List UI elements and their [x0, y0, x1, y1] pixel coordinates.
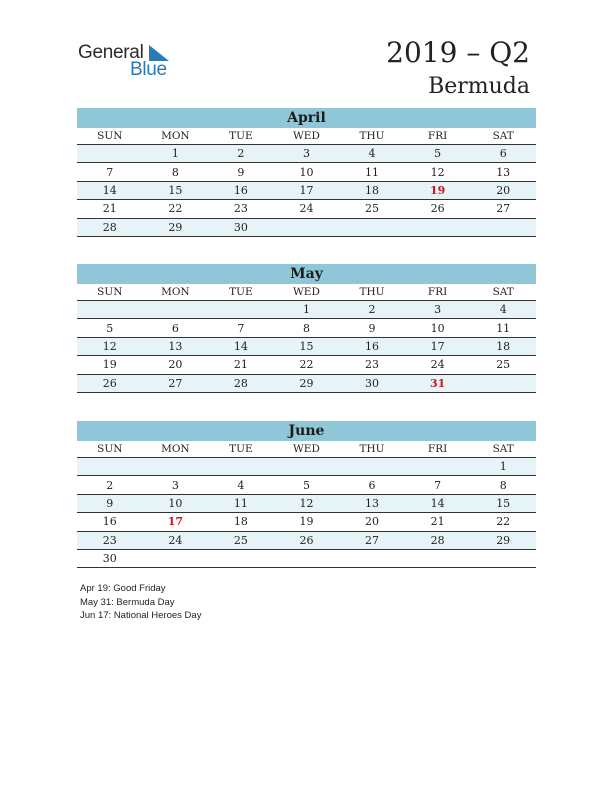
day-cell: 11 [339, 163, 405, 181]
week-row [77, 513, 536, 531]
day-cell [143, 458, 209, 476]
month-block-june [77, 421, 536, 568]
day-cell: 16 [208, 181, 274, 199]
day-cell: 26 [274, 531, 340, 549]
day-cell: 22 [274, 356, 340, 374]
weekday-label: MON [143, 441, 209, 458]
day-cell: 2 [339, 301, 405, 319]
day-cell: 21 [208, 356, 274, 374]
day-cell: 28 [208, 374, 274, 392]
day-cell: 18 [470, 337, 536, 355]
day-cell [339, 458, 405, 476]
week-row [77, 337, 536, 355]
day-cell: 16 [77, 513, 143, 531]
week-row [77, 218, 536, 236]
day-cell: 12 [274, 494, 340, 512]
weekday-label: MON [143, 128, 209, 145]
day-cell: 28 [77, 218, 143, 236]
day-cell: 18 [339, 181, 405, 199]
day-cell [405, 218, 471, 236]
holiday-note: Apr 19: Good Friday [80, 583, 166, 594]
day-cell: 27 [470, 200, 536, 218]
day-cell: 11 [470, 319, 536, 337]
day-cell [208, 549, 274, 567]
weekday-label: SAT [470, 441, 536, 458]
day-cell: 29 [470, 531, 536, 549]
day-cell: 23 [208, 200, 274, 218]
day-cell: 4 [339, 145, 405, 163]
day-cell [274, 458, 340, 476]
weekday-header-row [77, 441, 536, 458]
month-grid [77, 441, 536, 568]
week-row [77, 494, 536, 512]
day-cell: 1 [274, 301, 340, 319]
day-cell: 15 [470, 494, 536, 512]
month-grid [77, 284, 536, 393]
logo-text-blue: Blue [130, 59, 167, 80]
day-cell: 7 [405, 476, 471, 494]
day-cell: 26 [77, 374, 143, 392]
day-cell: 22 [470, 513, 536, 531]
day-cell: 4 [208, 476, 274, 494]
day-cell [339, 549, 405, 567]
day-cell: 8 [143, 163, 209, 181]
day-cell [143, 301, 209, 319]
day-cell [77, 145, 143, 163]
day-cell [274, 218, 340, 236]
day-cell [274, 549, 340, 567]
day-cell: 25 [339, 200, 405, 218]
day-cell: 13 [470, 163, 536, 181]
day-cell: 28 [405, 531, 471, 549]
day-cell: 27 [143, 374, 209, 392]
day-cell: 7 [77, 163, 143, 181]
page-title: 2019 – Q2 [386, 36, 530, 69]
day-cell: 24 [405, 356, 471, 374]
day-cell: 30 [339, 374, 405, 392]
day-cell: 6 [143, 319, 209, 337]
weekday-label: SUN [77, 441, 143, 458]
weekday-header-row [77, 284, 536, 301]
day-cell: 1 [470, 458, 536, 476]
weekday-label: TUE [208, 128, 274, 145]
day-cell: 11 [208, 494, 274, 512]
week-row [77, 163, 536, 181]
weekday-label: SAT [470, 128, 536, 145]
month-block-may [77, 264, 536, 393]
day-cell: 14 [77, 181, 143, 199]
weekday-header-row [77, 128, 536, 145]
day-cell [470, 549, 536, 567]
weekday-label: WED [274, 284, 340, 301]
weekday-label: THU [339, 284, 405, 301]
weekday-label: WED [274, 128, 340, 145]
day-cell: 12 [405, 163, 471, 181]
logo [78, 40, 188, 80]
holiday-note: Jun 17: National Heroes Day [80, 610, 202, 621]
day-cell: 14 [208, 337, 274, 355]
day-cell: 13 [339, 494, 405, 512]
week-row [77, 319, 536, 337]
day-cell: 31 [405, 374, 471, 392]
day-cell: 5 [405, 145, 471, 163]
weekday-label: SAT [470, 284, 536, 301]
day-cell [470, 374, 536, 392]
day-cell: 22 [143, 200, 209, 218]
page-subtitle: Bermuda [428, 74, 530, 99]
day-cell: 15 [143, 181, 209, 199]
day-cell: 2 [208, 145, 274, 163]
day-cell: 23 [77, 531, 143, 549]
day-cell: 1 [143, 145, 209, 163]
day-cell: 10 [405, 319, 471, 337]
logo-text-general: General [78, 42, 144, 63]
day-cell: 7 [208, 319, 274, 337]
day-cell: 21 [77, 200, 143, 218]
day-cell: 19 [274, 513, 340, 531]
day-cell: 21 [405, 513, 471, 531]
day-cell [208, 458, 274, 476]
weekday-label: TUE [208, 441, 274, 458]
day-cell: 3 [143, 476, 209, 494]
week-row [77, 476, 536, 494]
month-title: June [77, 421, 536, 441]
day-cell: 10 [143, 494, 209, 512]
day-cell: 9 [208, 163, 274, 181]
day-cell [143, 549, 209, 567]
day-cell: 14 [405, 494, 471, 512]
day-cell: 30 [208, 218, 274, 236]
weekday-label: MON [143, 284, 209, 301]
day-cell: 23 [339, 356, 405, 374]
week-row [77, 200, 536, 218]
day-cell: 15 [274, 337, 340, 355]
month-title: April [77, 108, 536, 128]
day-cell [77, 301, 143, 319]
day-cell: 27 [339, 531, 405, 549]
day-cell: 13 [143, 337, 209, 355]
month-grid [77, 128, 536, 237]
day-cell: 20 [339, 513, 405, 531]
day-cell: 5 [77, 319, 143, 337]
week-row [77, 356, 536, 374]
day-cell: 25 [470, 356, 536, 374]
day-cell [470, 218, 536, 236]
week-row [77, 531, 536, 549]
day-cell: 19 [405, 181, 471, 199]
week-row [77, 458, 536, 476]
day-cell: 8 [470, 476, 536, 494]
day-cell: 17 [274, 181, 340, 199]
day-cell: 6 [470, 145, 536, 163]
day-cell: 20 [470, 181, 536, 199]
weekday-label: THU [339, 128, 405, 145]
day-cell: 9 [339, 319, 405, 337]
month-block-april [77, 108, 536, 237]
weekday-label: SUN [77, 128, 143, 145]
day-cell: 18 [208, 513, 274, 531]
weekday-label: SUN [77, 284, 143, 301]
week-row [77, 181, 536, 199]
holiday-note: May 31: Bermuda Day [80, 596, 175, 608]
week-row [77, 549, 536, 567]
day-cell: 3 [274, 145, 340, 163]
month-title: May [77, 264, 536, 284]
day-cell [339, 218, 405, 236]
day-cell: 16 [339, 337, 405, 355]
week-row [77, 145, 536, 163]
day-cell: 29 [274, 374, 340, 392]
day-cell: 17 [405, 337, 471, 355]
day-cell: 25 [208, 531, 274, 549]
day-cell [405, 458, 471, 476]
day-cell: 26 [405, 200, 471, 218]
day-cell: 6 [339, 476, 405, 494]
day-cell: 8 [274, 319, 340, 337]
day-cell [405, 549, 471, 567]
weekday-label: FRI [405, 441, 471, 458]
day-cell: 19 [77, 356, 143, 374]
day-cell: 12 [77, 337, 143, 355]
weekday-label: WED [274, 441, 340, 458]
day-cell: 17 [143, 513, 209, 531]
day-cell [77, 458, 143, 476]
day-cell: 2 [77, 476, 143, 494]
week-row [77, 301, 536, 319]
day-cell: 4 [470, 301, 536, 319]
week-row [77, 374, 536, 392]
day-cell: 10 [274, 163, 340, 181]
day-cell: 24 [274, 200, 340, 218]
day-cell [208, 301, 274, 319]
day-cell: 24 [143, 531, 209, 549]
holiday-notes [80, 582, 201, 623]
day-cell: 9 [77, 494, 143, 512]
day-cell: 29 [143, 218, 209, 236]
day-cell: 5 [274, 476, 340, 494]
weekday-label: FRI [405, 284, 471, 301]
weekday-label: TUE [208, 284, 274, 301]
weekday-label: FRI [405, 128, 471, 145]
day-cell: 3 [405, 301, 471, 319]
weekday-label: THU [339, 441, 405, 458]
day-cell: 20 [143, 356, 209, 374]
day-cell: 30 [77, 549, 143, 567]
